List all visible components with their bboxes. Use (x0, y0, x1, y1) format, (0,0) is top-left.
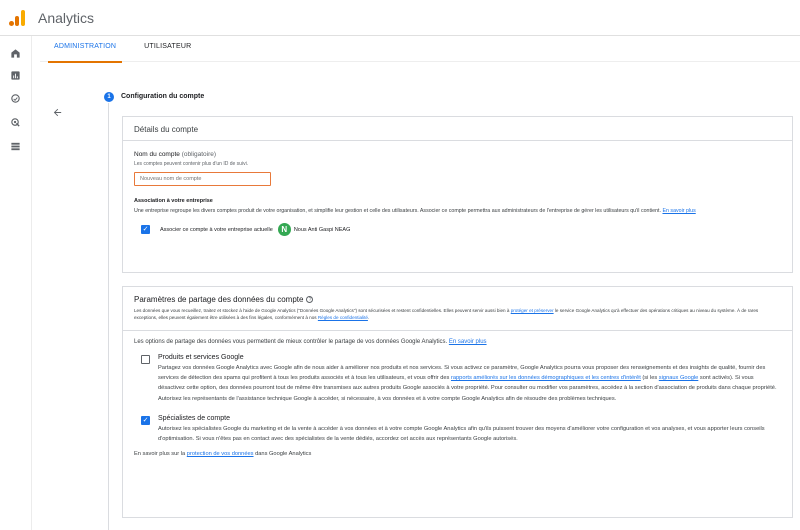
option-google-products (134, 354, 781, 404)
advertising-icon[interactable] (8, 117, 22, 131)
explore-icon[interactable] (8, 93, 22, 107)
desc-text-3: . (367, 315, 370, 320)
gp-text-2: (si les (640, 375, 659, 381)
data-sharing-description (134, 307, 781, 321)
google-products-checkbox[interactable] (141, 355, 150, 364)
required-note: (obligatoire) (181, 151, 217, 158)
data-sharing-card (122, 286, 793, 518)
org-learn-more-link[interactable]: En savoir plus (662, 208, 696, 214)
step-line (108, 103, 109, 530)
options-intro (134, 339, 781, 345)
data-sharing-title-text: Paramètres de partage des données du compte (134, 295, 304, 304)
gp-text-1: Partagez vos données Google Analytics avec Google afin de nous aider à améliorer nos produits et nos services. Si vous activez ce paramètre, Google Analytics pourra vous proposer des renseignements et des insights de qualité, fournir des services de détection des spams qui profitent à tous les produits associés et à tous les utilisateurs, et vous offrir des (158, 365, 766, 381)
data-sharing-title (134, 295, 781, 304)
tab-bar (40, 36, 800, 62)
footer-text-1: En savoir plus sur la (134, 451, 187, 457)
desc-text-2: le service Google Analytics qu'à effectuer des opérations critiques au niveau du système. À de rares exceptions, elles peuvent également être utilisées à des fins légales, conformément à nos (134, 308, 759, 320)
analytics-logo[interactable] (8, 8, 30, 28)
step-title: Configuration du compte (121, 93, 205, 100)
account-specialists-text: Autorisez les spécialistes Google du marketing et de la vente à accéder à vos données et à votre compte Google Analytics afin qu'ils puissent trouver des moyens d'améliorer votre configuration et vos analyses, et vous apporter leurs conseils d'optimisation. Si vous n'êtes pas en contact avec des spécialistes de la vente dédiés, accordez cet accès aux représentants Google autorisés. (158, 426, 765, 442)
account-specialists-title: Spécialistes de compte (158, 415, 230, 422)
account-name-input[interactable] (134, 172, 271, 186)
account-details-card (122, 116, 793, 273)
desc-text-1: Les données que vous recueillez, traitez et stockez à l'aide de Google Analytics ("Données Google Analytics") sont sécurisées et restent confidentielles. Elles peuvent servir aussi bien à (134, 308, 511, 313)
org-association-text (134, 207, 781, 216)
tab-administration[interactable]: ADMINISTRATION (40, 36, 130, 62)
account-name-label (134, 151, 781, 158)
step-number: 1 (104, 92, 114, 102)
google-signals-link[interactable]: signaux Google (658, 375, 699, 381)
org-association-checkbox-label: Associer ce compte à votre entreprise actuelle (160, 226, 273, 233)
org-association-title: Association à votre entreprise (134, 198, 213, 204)
account-specialists-checkbox[interactable]: ✓ (142, 417, 149, 424)
footer-text-2: dans Google Analytics (253, 451, 312, 457)
tab-utilisateur[interactable]: UTILISATEUR (144, 43, 192, 50)
options-intro-text: Les options de partage des données vous permettent de mieux contrôler le partage de vos données Google Analytics. (134, 339, 448, 345)
account-name-hint: Les comptes peuvent contenir plus d'un ID de suivi. (134, 161, 249, 167)
back-arrow-icon[interactable] (52, 107, 63, 121)
org-association-row (134, 223, 781, 236)
org-association-checkbox[interactable]: ✓ (142, 226, 149, 233)
google-products-text (158, 363, 781, 393)
organization-avatar: N (278, 223, 291, 236)
home-icon[interactable] (8, 48, 22, 62)
privacy-policy-link[interactable]: Règles de confidentialité (317, 315, 368, 320)
left-nav-rail (0, 36, 32, 530)
protect-link[interactable]: protéger et préserver (510, 308, 554, 313)
data-protection-note (134, 451, 781, 457)
account-name-label-text: Nom du compte (134, 151, 180, 158)
account-details-header: Détails du compte (123, 117, 792, 141)
data-protection-link[interactable]: protection de vos données (186, 451, 254, 457)
app-title: Analytics (38, 9, 95, 26)
options-learn-more-link[interactable]: En savoir plus (448, 339, 487, 345)
option-account-specialists (134, 415, 781, 444)
top-bar (0, 0, 800, 36)
configure-icon[interactable] (8, 141, 22, 155)
google-products-title: Produits et services Google (158, 354, 244, 361)
demographics-reports-link[interactable]: rapports améliorés sur les données démographiques et les centres d'intérêt (450, 375, 641, 381)
help-icon[interactable]: ? (306, 296, 313, 303)
reports-icon[interactable] (8, 70, 22, 84)
organization-name: Nous Anti Gaspi NEAG (293, 226, 351, 233)
divider (123, 330, 792, 331)
tech-support-text: Autorisez les représentants de l'assistance technique Google à accéder, si nécessaire, à vos données et à votre compte Google Analytics afin de résoudre des problèmes techniques. (158, 396, 617, 402)
org-association-desc: Une entreprise regroupe les divers comptes produit de votre organisation, et simplifie leur gestion et celle des utilisateurs. Associer ce compte permettra aux administrateurs de l'entreprise de gérer les utilisateurs qu'il contient. (134, 208, 661, 214)
gp-text-3: sont activés). Si vous désactivez cette option, des données pourront tout de même être transmises aux autres produits Google associés à votre propriété. Pour consulter ou modifier vos paramètres, accédez à la section d'association de produits dans chaque propriété. (158, 375, 777, 391)
